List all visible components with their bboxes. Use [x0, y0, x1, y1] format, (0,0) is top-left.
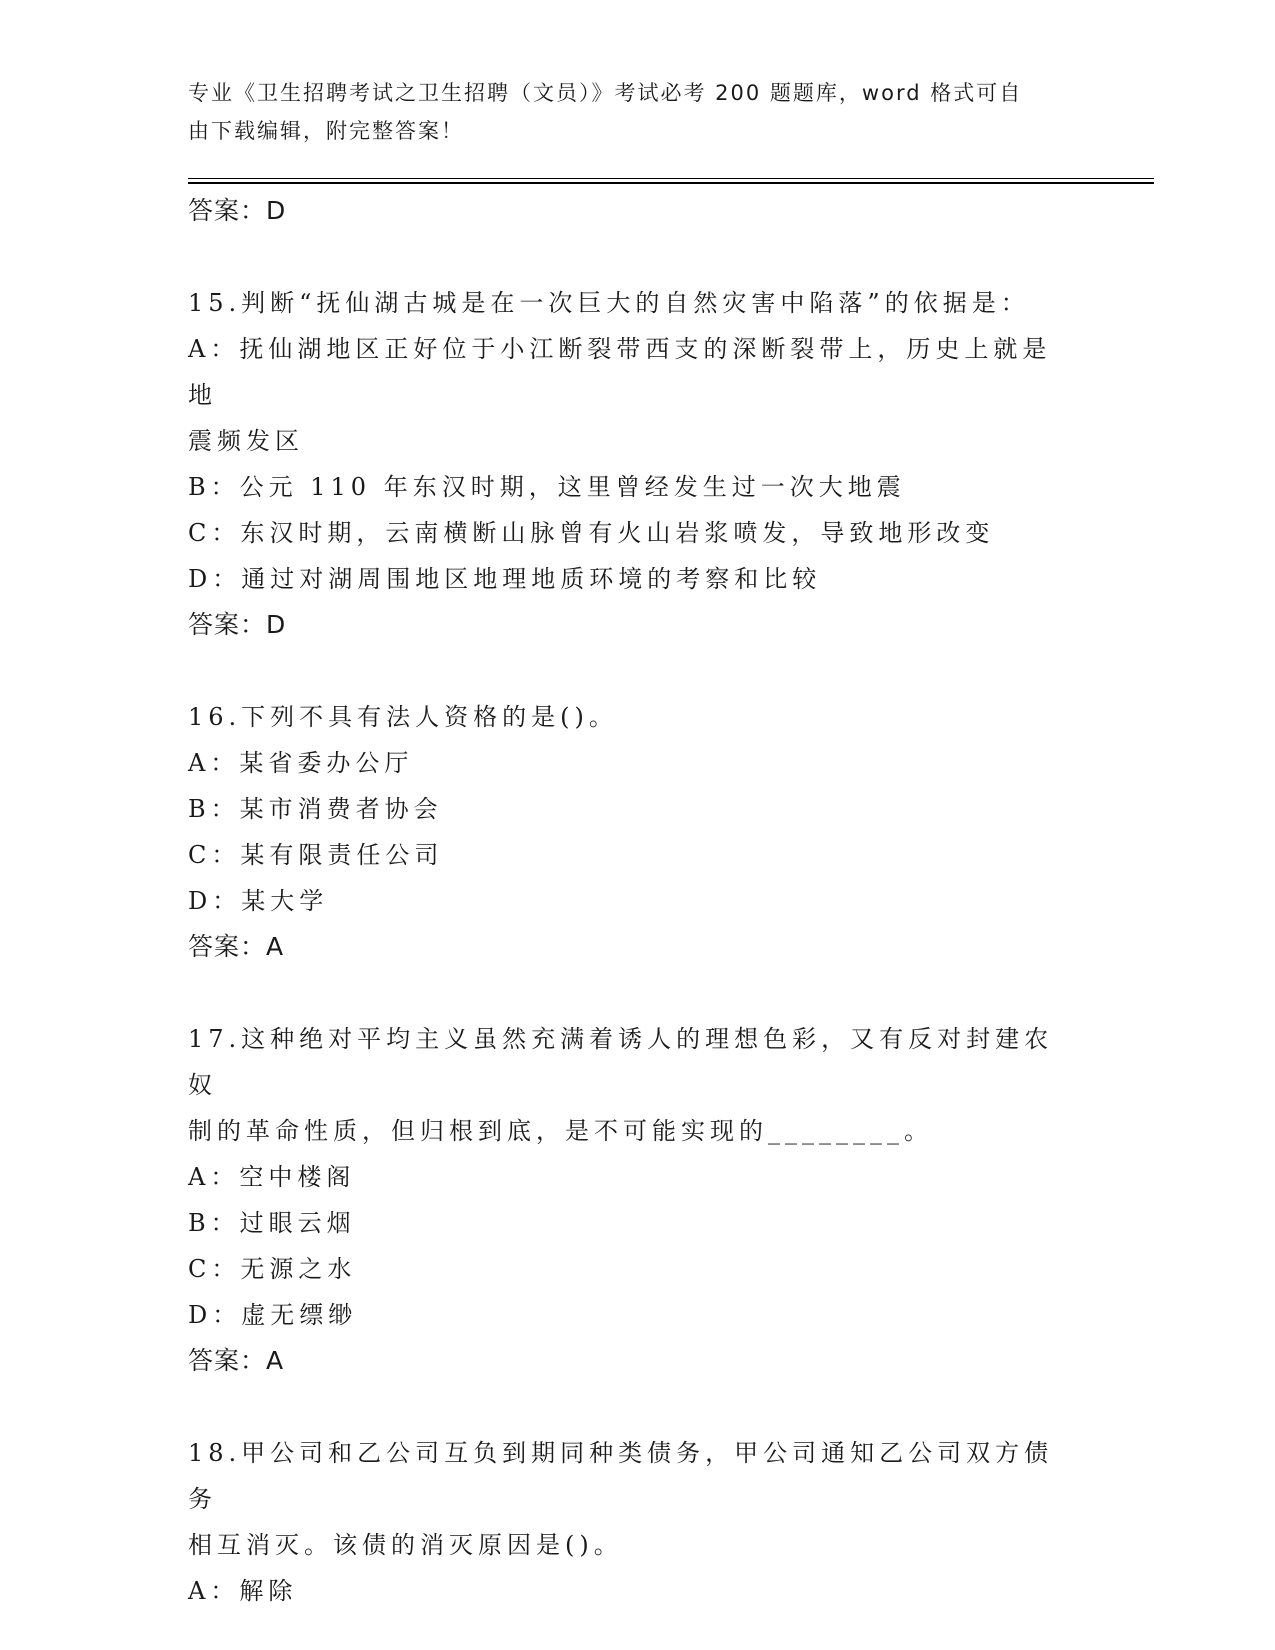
- option-c: C：无源之水: [188, 1255, 357, 1283]
- option-c: C：东汉时期，云南横断山脉曾有火山岩浆喷发，导致地形改变: [188, 519, 995, 547]
- option-c: C：某有限责任公司: [188, 841, 444, 869]
- answer-line: 答案：D: [188, 196, 287, 225]
- option-b: B：某市消费者协会: [188, 795, 443, 823]
- question-15: [188, 280, 1068, 648]
- option-d: D：通过对湖周围地区地理地质环境的考察和比较: [188, 565, 822, 593]
- spacer: [188, 1384, 1068, 1430]
- spacer: [188, 970, 1068, 1016]
- option-a-continued: 震频发区: [188, 427, 304, 455]
- spacer: [188, 648, 1068, 694]
- question-stem: 18.甲公司和乙公司互负到期同种类债务，甲公司通知乙公司双方债务: [188, 1439, 1054, 1513]
- answer-line: 答案：A: [188, 932, 285, 961]
- header-divider-thin: [188, 178, 1154, 179]
- option-a: A：抚仙湖地区正好位于小江断裂带西支的深断裂带上，历史上就是地: [188, 335, 1052, 409]
- option-b: B：过眼云烟: [188, 1209, 356, 1237]
- question-18: [188, 1430, 1068, 1614]
- header-line-1: 专业《卫生招聘考试之卫生招聘（文员）》考试必考 200 题题库，word 格式可自: [188, 81, 1023, 105]
- option-d: D：虚无缥缈: [188, 1301, 358, 1329]
- question-list: [188, 188, 1068, 1614]
- question-stem-continued: 制的革命性质，但归根到底，是不可能实现的________。: [188, 1117, 933, 1145]
- question-stem-continued: 相互消灭。该债的消灭原因是()。: [188, 1531, 623, 1559]
- question-stem: 15.判断“抚仙湖古城是在一次巨大的自然灾害中陷落”的依据是：: [188, 289, 1030, 317]
- option-a: A：空中楼阁: [188, 1163, 356, 1191]
- question-16: [188, 694, 1068, 970]
- option-a: A：解除: [188, 1577, 298, 1605]
- option-b: B：公元 110 年东汉时期，这里曾经发生过一次大地震: [188, 473, 906, 501]
- header-divider-thick: [188, 182, 1154, 184]
- question-stem: 16.下列不具有法人资格的是()。: [188, 703, 618, 731]
- answer-line: 答案：A: [188, 1346, 285, 1375]
- option-d: D：某大学: [188, 887, 329, 915]
- document-header: [188, 74, 1068, 150]
- question-17: [188, 1016, 1068, 1384]
- option-a: A：某省委办公厅: [188, 749, 414, 777]
- header-line-2: 由下载编辑，附完整答案！: [188, 119, 464, 143]
- spacer: [188, 234, 1068, 280]
- question-stem: 17.这种绝对平均主义虽然充满着诱人的理想色彩，又有反对封建农奴: [188, 1025, 1054, 1099]
- answer-line: 答案：D: [188, 610, 287, 639]
